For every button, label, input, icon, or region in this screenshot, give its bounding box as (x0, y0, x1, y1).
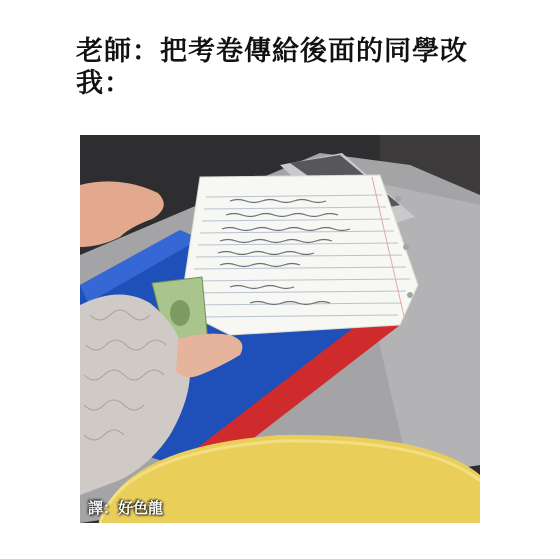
photo-illustration (80, 135, 480, 523)
paper-hole (407, 292, 413, 298)
paper-hole (395, 196, 401, 202)
paper-hole (403, 244, 409, 250)
translator-credit: 譯：好色龍 (88, 499, 164, 517)
caption-line-2: 我： (76, 68, 132, 99)
photo (80, 135, 480, 523)
caption-line-1: 老師：把考卷傳給後面的同學改 (76, 36, 468, 67)
dollar-portrait (170, 300, 190, 326)
meme-caption (76, 36, 506, 100)
